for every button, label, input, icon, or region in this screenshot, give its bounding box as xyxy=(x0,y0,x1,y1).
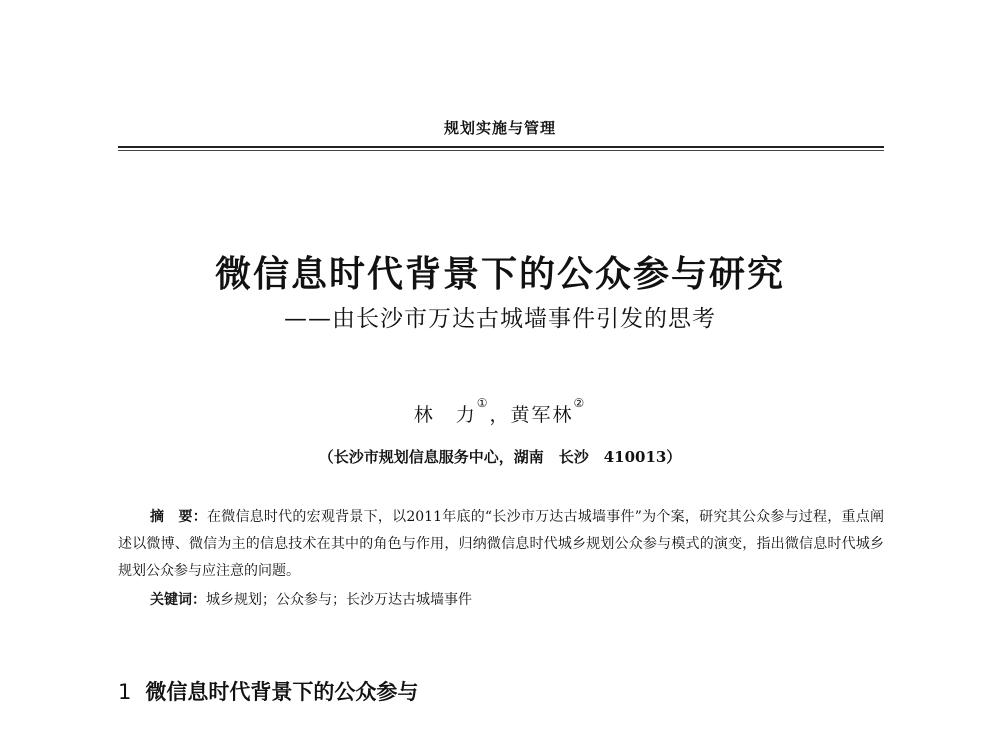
keywords-label: 关键词： xyxy=(150,592,206,608)
article-title: 微信息时代背景下的公众参与研究 xyxy=(214,254,785,295)
section-heading xyxy=(118,676,418,706)
affiliation: （长沙市规划信息服务中心，湖南 长沙 410013） xyxy=(318,448,682,466)
abstract-label: 摘 要： xyxy=(150,509,207,525)
author-separator: ， xyxy=(489,404,511,426)
section-number: 1 xyxy=(118,680,132,704)
article-subtitle: ——由长沙市万达古城墙事件引发的思考 xyxy=(284,306,716,332)
author-note-marker: ① xyxy=(476,396,490,410)
author-name: 林 力 xyxy=(413,404,477,426)
abstract-text: 在微信息时代的宏观背景下，以2011年底的“长沙市万达古城墙事件”为个案，研究其公众参与过程，重点阐述以微博、微信为主的信息技术在其中的角色与作用，归纳微信息时代城乡规划公众参与模式的演变，指出微信息时代城乡规划公众参与应注意的问题。 xyxy=(118,509,884,579)
abstract xyxy=(118,504,884,585)
keywords xyxy=(150,587,884,614)
section-title: 微信息时代背景下的公众参与 xyxy=(145,680,419,704)
author-line xyxy=(0,396,1000,427)
author-note-marker: ② xyxy=(573,396,587,410)
running-header: 规划实施与管理 xyxy=(443,119,556,137)
header-rule-thin xyxy=(118,150,884,151)
header-rule xyxy=(118,146,884,148)
keywords-text: 城乡规划；公众参与；长沙万达古城墙事件 xyxy=(206,592,472,608)
author-name: 黄军林 xyxy=(510,404,574,426)
